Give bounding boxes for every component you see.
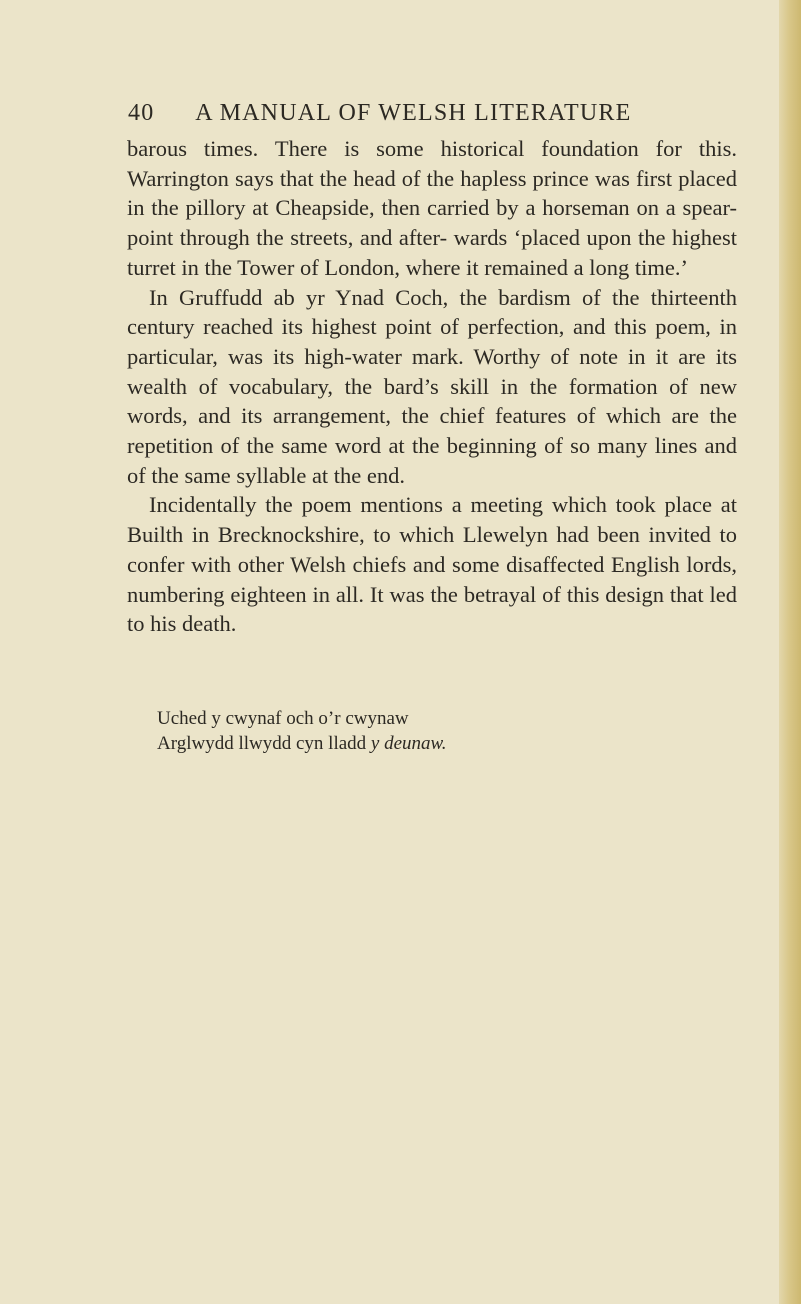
verse-line-2 bbox=[157, 731, 447, 756]
page-header bbox=[128, 100, 688, 127]
running-title: A MANUAL OF WELSH LITERATURE bbox=[195, 100, 632, 126]
page-edge bbox=[779, 0, 801, 1304]
verse-line-2-plain: Arglwydd llwydd cyn lladd bbox=[157, 733, 371, 754]
paragraph-1: barous times. There is some historical foundation for this. Warrington says that the head of the hapless prince was first placed in the pillory at Cheapside, then carried by a horseman on a spear-point through the streets, and after- wards ‘placed upon the highest turret in the Tower of London, where it remained a long time.’ bbox=[127, 136, 737, 280]
page-number: 40 bbox=[128, 100, 155, 126]
body-text bbox=[127, 134, 737, 639]
verse-quotation bbox=[157, 706, 447, 756]
paragraph-2: In Gruffudd ab yr Ynad Coch, the bardism of the thirteenth century reached its highest point of perfection, and this poem, in particular, was its high-water mark. Worthy of note in it are its wealth of vocabulary, the bard’s skill in the formation of new words, and its arrangement, the chief features of which are the repetition of the same word at the beginning of so many lines and of the same syllable at the end. bbox=[127, 284, 737, 488]
verse-line-2-italic: y deunaw. bbox=[370, 733, 447, 754]
paragraph-3: Incidentally the poem mentions a meeting which took place at Builth in Brecknockshire, to which Llewelyn had been invited to confer with other Welsh chiefs and some disaffected English lords, numbering eighteen in all. It was the betrayal of this design that led to his death. bbox=[127, 492, 737, 637]
verse-line-1: Uched y cwynaf och o’r cwynaw bbox=[157, 708, 409, 729]
